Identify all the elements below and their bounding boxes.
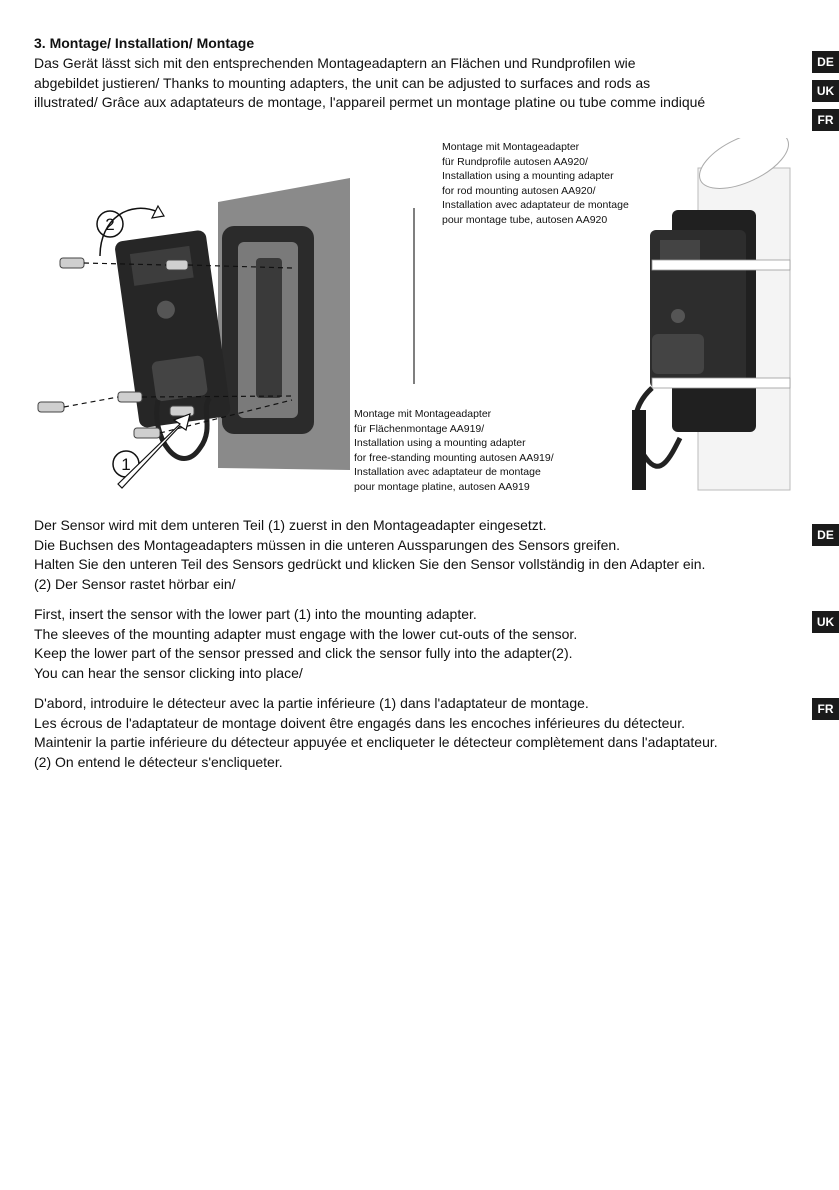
instruction-line: Maintenir la partie inférieure du détecteur appuyée et encliqueter le détecteur complètement dans l'adaptateur. — [34, 734, 718, 750]
intro-line: illustrated/ Grâce aux adaptateurs de montage, l'appareil permet un montage platine ou tube comme indiqué — [34, 94, 706, 110]
instruction-line: (2) On entend le détecteur s'encliqueter. — [34, 753, 283, 770]
instruction-line: Der Sensor wird mit dem unteren Teil (1) zuerst in den Montageadapter eingesetzt. — [34, 517, 547, 533]
lang-tab-de: DE — [812, 51, 839, 73]
caption-flat-mounting — [354, 407, 554, 494]
lang-tab-fr: FR — [812, 698, 839, 720]
instructions-uk — [34, 605, 824, 683]
lang-tab-fr: FR — [812, 109, 839, 131]
instruction-line: Keep the lower part of the sensor pressed and click the sensor fully into the adapter(2). — [34, 645, 573, 661]
lang-tab-uk: UK — [812, 80, 839, 102]
rod-mounting-illustration — [632, 138, 797, 490]
caption-line: für Flächenmontage AA919/ — [354, 422, 485, 435]
caption-line: Installation avec adaptateur de montage — [442, 199, 629, 211]
intro-paragraph — [34, 54, 824, 113]
caption-rod-mounting — [442, 140, 629, 227]
caption-line: pour montage tube, autosen AA920 — [442, 213, 608, 226]
section-title: 3. Montage/ Installation/ Montage — [34, 35, 255, 51]
instructions-de — [34, 516, 824, 594]
caption-line: for free-standing mounting autosen AA919/ — [354, 451, 554, 464]
caption-line: Installation using a mounting adapter — [442, 170, 614, 182]
caption-line: for rod mounting autosen AA920/ — [442, 184, 596, 197]
instruction-line: Les écrous de l'adaptateur de montage doivent être engagés dans les encoches inférieures du détecteur. — [34, 714, 685, 731]
instruction-line: First, insert the sensor with the lower part (1) into the mounting adapter. — [34, 606, 477, 622]
instruction-line: Die Buchsen des Montageadapters müssen in die unteren Aussparungen des Sensors greifen. — [34, 536, 621, 553]
caption-line: Installation using a mounting adapter — [354, 437, 526, 449]
caption-line: pour montage platine, autosen AA919 — [354, 480, 530, 493]
caption-line: Montage mit Montageadapter — [442, 141, 580, 153]
instruction-line: (2) Der Sensor rastet hörbar ein/ — [34, 575, 236, 592]
instruction-line: You can hear the sensor clicking into place/ — [34, 664, 303, 681]
lang-tab-de: DE — [812, 524, 839, 546]
intro-line: Das Gerät lässt sich mit den entsprechenden Montageadaptern an Flächen und Rundprofilen wie — [34, 55, 636, 71]
instructions-fr — [34, 694, 824, 772]
step-2-label: 2 — [105, 215, 115, 234]
instruction-line: The sleeves of the mounting adapter must engage with the lower cut-outs of the sensor. — [34, 625, 578, 642]
instruction-line: Halten Sie den unteren Teil des Sensors gedrückt und klicken Sie den Sensor vollständig in den Adapter ein. — [34, 556, 706, 572]
intro-line: abgebildet justieren/ Thanks to mounting adapters, the unit can be adjusted to surfaces and rods as — [34, 74, 651, 91]
lang-tab-uk: UK — [812, 611, 839, 633]
caption-line: Installation avec adaptateur de montage — [354, 466, 541, 478]
instruction-line: D'abord, introduire le détecteur avec la partie inférieure (1) dans l'adaptateur de montage. — [34, 695, 589, 711]
caption-line: Montage mit Montageadapter — [354, 408, 492, 420]
step-1-label: 1 — [121, 455, 131, 474]
caption-line: für Rundprofile autosen AA920/ — [442, 155, 588, 168]
